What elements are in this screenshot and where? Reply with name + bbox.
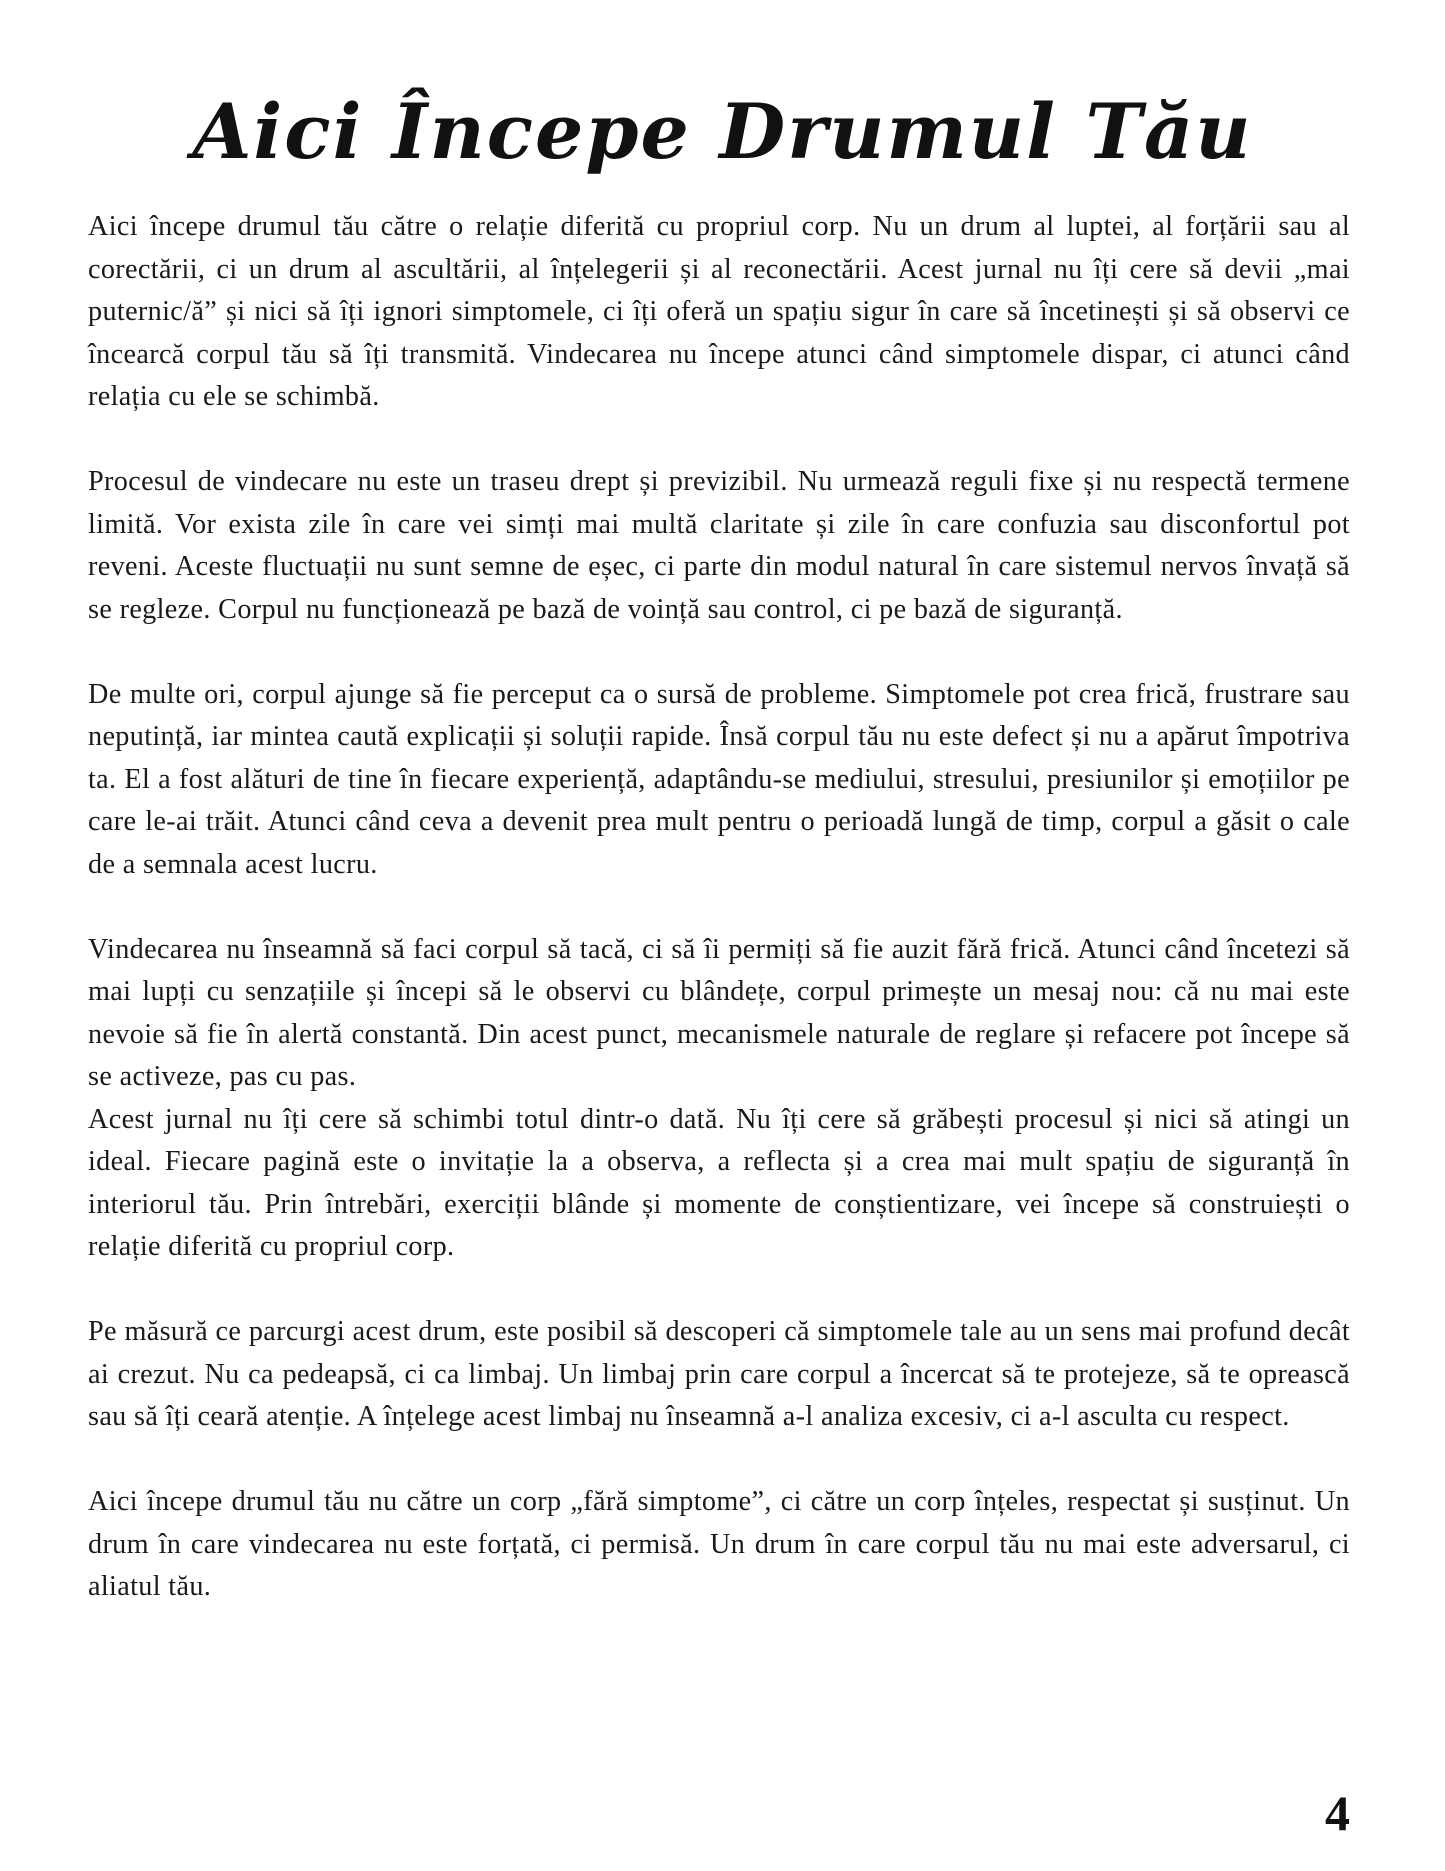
paragraph-3: De multe ori, corpul ajunge să fie perceput ca o sursă de probleme. Simptomele pot crea frică, frustrare sau neputință, iar mintea caută explicații și soluții rapide. Însă corpul tău nu este defect și nu a apărut împotriva ta. El a fost alături de tine în fiecare experiență, adaptându-se mediului, stresului, presiunilor și emoțiilor pe care le-ai trăit. Atunci când ceva a devenit prea mult pentru o perioadă lungă de timp, corpul a găsit o cale de a semnala acest lucru. [88,678,1350,880]
body-text [88,206,1350,1609]
paragraph-2: Procesul de vindecare nu este un traseu drept și previzibil. Nu urmează reguli fixe și nu respectă termene limită. Vor exista zile în care vei simți mai multă claritate și zile în care confuzia sau disconfortul pot reveni. Aceste fluctuații nu sunt semne de eșec, ci parte din modul natural în care sistemul nervos învață să se regleze. Corpul nu funcționează pe bază de voință sau control, ci pe bază de siguranță. [88,466,1350,625]
paragraph-5: Acest jurnal nu îți cere să schimbi totul dintr-o dată. Nu îți cere să grăbești procesul și nici să atingi un ideal. Fiecare pagină este o invitație la a observa, a reflecta și a crea mai mult spațiu de siguranță în interiorul tău. Prin întrebări, exerciții blânde și momente de conștientizare, vei începe să construiești o relație diferită cu propriul corp. [88,1103,1350,1262]
paragraph-spacer [88,631,1350,674]
paragraph-7: Aici începe drumul tău nu către un corp „fără simptome”, ci către un corp înțeles, respectat și susținut. Un drum în care vindecarea nu este forțată, ci permisă. Un drum în care corpul tău nu mai este adversarul, ci aliatul tău. [88,1486,1350,1602]
paragraph-spacer [88,886,1350,929]
paragraph-spacer [88,1269,1350,1312]
page-number: 4 [1325,1785,1350,1841]
paragraph-4: Vindecarea nu înseamnă să faci corpul să tacă, ci să îi permiți să fie auzit fără frică. Atunci când încetezi să mai lupți cu senzațiile și începi să le observi cu blândețe, corpul primește un mesaj nou: că nu mai este nevoie să fie în alertă constantă. Din acest punct, mecanismele naturale de reglare și refacere pot începe să se activeze, pas cu pas. [88,933,1350,1092]
paragraph-spacer [88,1439,1350,1482]
page-title: Aici Începe Drumul Tău [192,87,1253,176]
paragraph-spacer [88,419,1350,462]
paragraph-6: Pe măsură ce parcurgi acest drum, este posibil să descoperi că simptomele tale au un sens mai profund decât ai crezut. Nu ca pedeapsă, ci ca limbaj. Un limbaj prin care corpul a încercat să te protejeze, să te oprească sau să îți ceară atenție. A înțelege acest limbaj nu înseamnă a-l analiza excesiv, ci a-l asculta cu respect. [88,1316,1350,1432]
paragraph-1: Aici începe drumul tău către o relație diferită cu propriul corp. Nu un drum al luptei, al forțării sau al corectării, ci un drum al ascultării, al înțelegerii și al reconectării. Acest jurnal nu îți cere să devii „mai puternic/ă” și nici să îți ignori simptomele, ci îți oferă un spațiu sigur în care să încetinești și să observi ce încearcă corpul tău să îți transmită. Vindecarea nu începe atunci când simptomele dispar, ci atunci când relația cu ele se schimbă. [88,211,1350,412]
